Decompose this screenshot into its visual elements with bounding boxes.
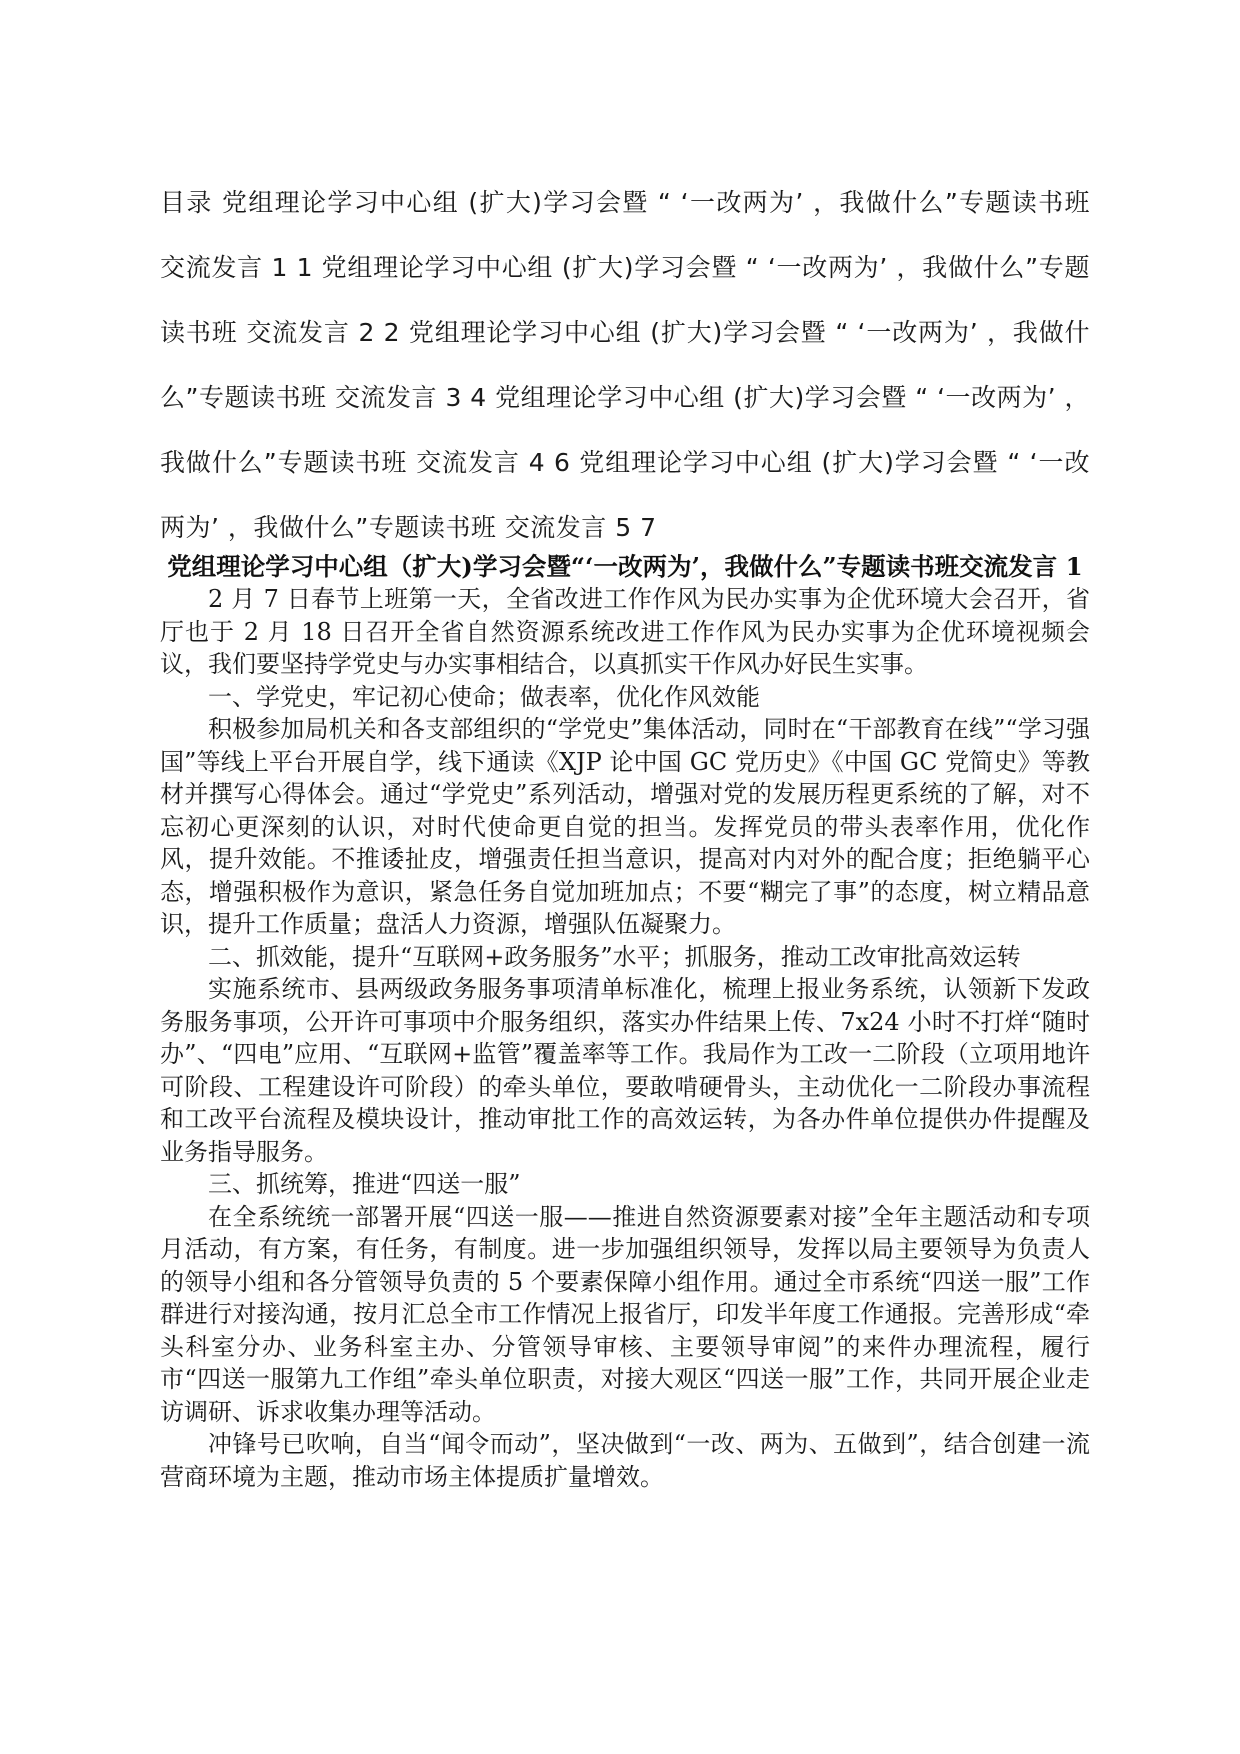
article-body bbox=[160, 550, 1090, 1493]
article-title: 党组理论学习中心组（扩大)学习会暨“‘一改两为’，我做什么”专题读书班交流发言 1 bbox=[167, 552, 1083, 581]
section-heading-2: 二、抓效能，提升“互联网+政务服务”水平；抓服务，推动工改审批高效运转 bbox=[208, 942, 1021, 971]
article-paragraph-section-1: 积极参加局机关和各支部组织的“学党史”集体活动，同时在“干部教育在线”“学习强国”等线上平台开展自学，线下通读《XJP 论中国 GC 党历史》《中国 GC 党简史》等教材并撰写心得体会。通过“学党史”系列活动，增强对党的发展历程更系统的了解，对不忘初心更深刻的认识，对时代使命更自觉的担当。发挥党员的带头表率作用，优化作风，提升效能。不推诿扯皮，增强责任担当意识，提高对内对外的配合度；拒绝躺平心态，增强积极作为意识，紧急任务自觉加班加点；不要“糊完了事”的态度，树立精品意识，提升工作质量；盘活人力资源，增强队伍凝聚力。 bbox=[160, 715, 1090, 938]
article-paragraph-section-3: 在全系统统一部署开展“四送一服——推进自然资源要素对接”全年主题活动和专项月活动，有方案，有任务，有制度。进一步加强组织领导，发挥以局主要领导为负责人的领导小组和各分管领导负责的 5 个要素保障小组作用。通过全市系统“四送一服”工作群进行对接沟通，按月汇总全市工作情况上报省厅，印发半年度工作通报。完善形成“牵头科室分办、业务科室主办、分管领导审核、主要领导审阅”的来件办理流程，履行市“四送一服第九工作组”牵头单位职责，对接大观区“四送一服”工作，共同开展企业走访调研、诉求收集办理等活动。 bbox=[160, 1202, 1090, 1426]
article-paragraph-section-2: 实施系统市、县两级政务服务事项清单标准化，梳理上报业务系统，认领新下发政务服务事项，公开许可事项中介服务组织，落实办件结果上传、7x24 小时不打烊“随时办”、“四电”应用、“互联网+监管”覆盖率等工作。我局作为工改一二阶段（立项用地许可阶段、工程建设许可阶段）的牵头单位，要敢啃硬骨头，主动优化一二阶段办事流程和工改平台流程及模块设计，推动审批工作的高效运转，为各办件单位提供办件提醒及业务指导服务。 bbox=[160, 975, 1090, 1166]
article-paragraph-closing: 冲锋号已吹响，自当“闻令而动”，坚决做到“一改、两为、五做到”，结合创建一流营商环境为主题，推动市场主体提质扩量增效。 bbox=[160, 1430, 1090, 1491]
article-paragraph-intro: 2 月 7 日春节上班第一天，全省改进工作作风为民办实事为企优环境大会召开，省厅也于 2 月 18 日召开全省自然资源系统改进工作作风为民办实事为企优环境视频会议，我们要坚持学党史与办实事相结合，以真抓实干作风办好民生实事。 bbox=[160, 585, 1090, 678]
table-of-contents: 目录 党组理论学习中心组 (扩大)学习会暨 “ ‘一改两为’ ，我做什么”专题读书班 交流发言 1 1 党组理论学习中心组 (扩大)学习会暨 “ ‘一改两为’ ，我做什么”专题读书班 交流发言 2 2 党组理论学习中心组 (扩大)学习会暨 “ ‘一改两为’ ，我做什么”专题读书班 交流发言 3 4 党组理论学习中心组 (扩大)学习会暨 “ ‘一改两为’ ，我做什么”专题读书班 交流发言 4 6 党组理论学习中心组 (扩大)学习会暨 “ ‘一改两为’ ，我做什么”专题读书班 交流发言 5 7 bbox=[160, 188, 1090, 542]
section-heading-1: 一、学党史，牢记初心使命；做表率，优化作风效能 bbox=[208, 682, 760, 711]
section-heading-3: 三、抓统筹，推进“四送一服” bbox=[208, 1170, 521, 1198]
